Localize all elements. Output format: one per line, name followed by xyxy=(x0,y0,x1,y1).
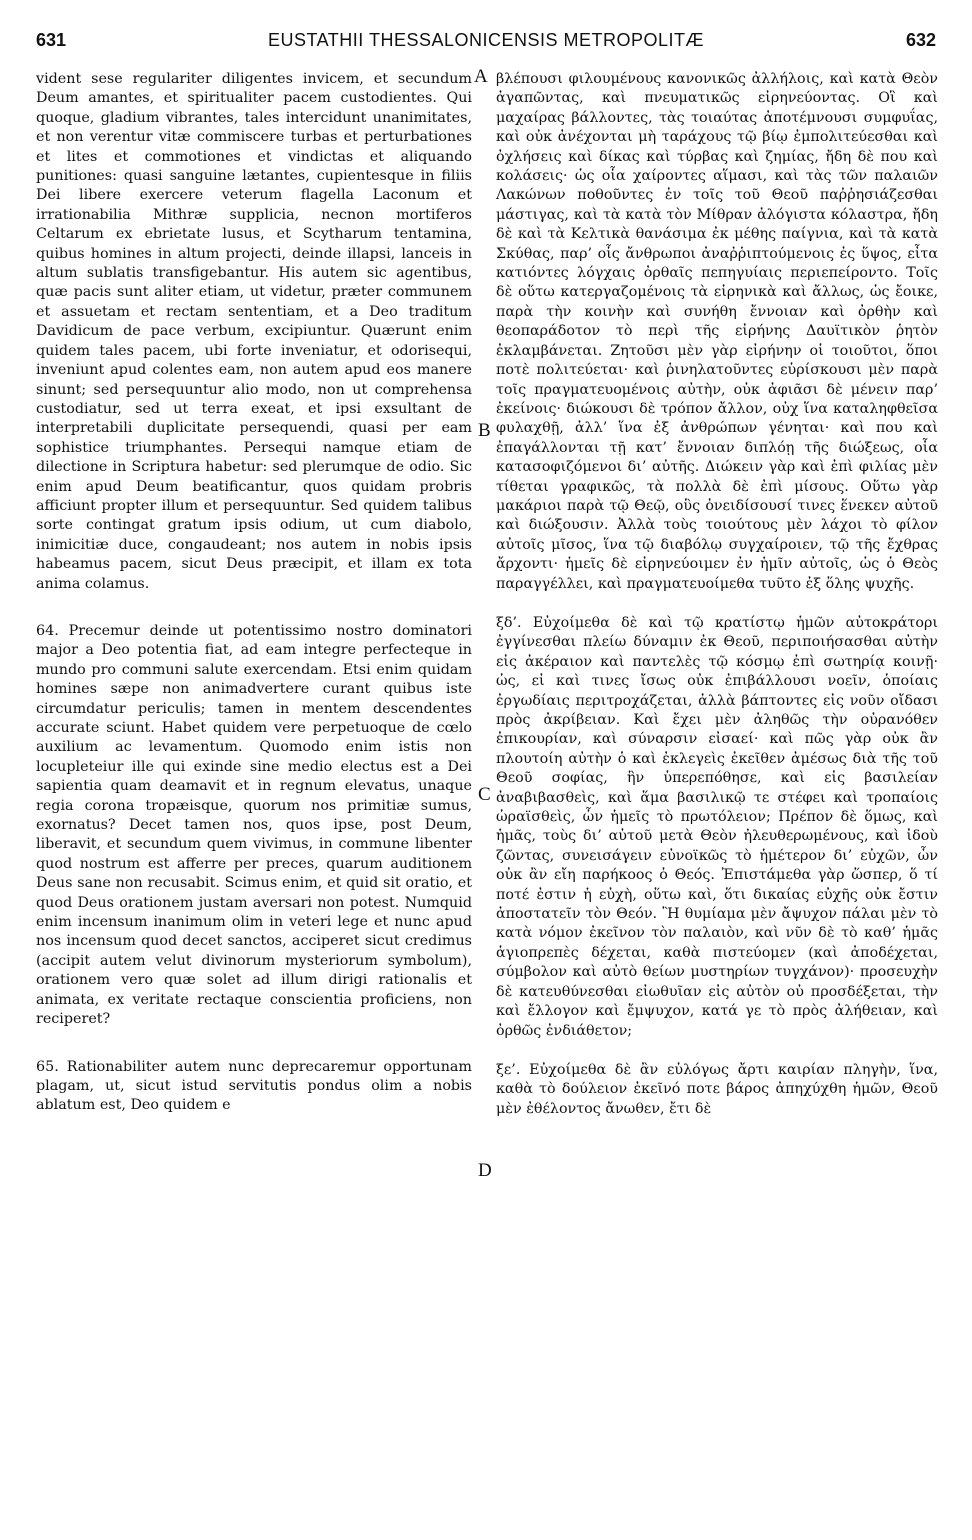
section-marker-a: A xyxy=(474,66,488,87)
greek-paragraph-65: ξε’. Εὐχοίμεθα δὲ ἂν εὐλόγως ἄρτι καιρίαν πληγὴν, ἵνα, καθὰ τὸ δούλειον ἐκεῖνό ποτε βάρος ἀπηχύχθη ἡμῶν, Θεοῦ μὲν ἐθέλοντος ἄνωθεν, ἔτι δὲ xyxy=(496,1061,938,1117)
latin-column xyxy=(36,70,472,1116)
page-number-left: 631 xyxy=(36,30,67,50)
latin-paragraph-65: 65. Rationabiliter autem nunc deprecaremur opportunam plagam, ut, sicut istud servitutis pondus olim a nobis ablatum est, Deo quidem e xyxy=(36,1058,472,1114)
greek-column xyxy=(496,70,938,1119)
section-marker-c: C xyxy=(478,784,491,805)
running-header xyxy=(36,30,936,52)
latin-paragraph-continued: vident sese regulariter diligentes invicem, et secundum Deum amantes, et spiritualiter pacem custodientes. Qui quoque, gladium vibrantes, tales intercidunt unanimitates, et non verentur vitæ commiscere turbas et perturbationes et lites et commotiones et vindictas et aliquando punitiones: quasi sanguine lætantes, cupientesque in filiis Dei libere exercere veterum flagella Laconum et irrationabilia Mithræ supplicia, necnon mortiferos Celtarum ex ebrietate lusus, et Scytharum tentamina, quibus homines in altum projecti, deinde illapsi, lanceis in altum sublatis transfigebantur. His autem sic agentibus, quæ pacis sunt aliter etiam, ut videtur, præter communem et assuetam et rectam sententiam, et a Deo traditum Davidicum de pace verbum, excipiuntur. Quærunt enim quidem tales pacem, ubi forte inveniatur, et odorisequi, inveniunt apud colentes eam, non autem apud eos manere sinunt; sed persequuntur alio modo, non ut comprehensa custodiatur, sed ut terra exeat, et ipsi exsultant de interpretabili duplicitate persequendi, quasi per eam sophistice triumphantes. Persequi namque etiam de dilectione in Scriptura habetur: sed plerumque de odio. Sic enim apud Deum beatificantur, quos quidam probris afficiunt propter illum et persequuntur. Sed quidem talibus sorte contingat gratum ipsis odium, ut cum diabolo, inimicitiæ duce, congaudeant; nos autem in nobis ipsis habeamus pacem, sicut Deus præcipit, et illam ex tota anima colamus. xyxy=(36,71,472,592)
greek-paragraph-continued: βλέπουσι φιλουμένους κανονικῶς ἀλλήλοις, καὶ κατὰ Θεὸν ἀγαπῶντας, καὶ πνευματικῶς εἰρηνεύοντας. Οἳ καὶ μαχαίρας βάλλοντες, τὰς τοιαύτας ἀποτέμνουσι συμφυΐας, καὶ οὐκ ἀνέχονται μὴ ταράχους τῷ βίῳ ἐμπολιτεύεσθαι καὶ ὀχλήσεις καὶ δίκας καὶ τύρβας καὶ ζημίας, ἤδη δὲ που καὶ κολάσεις· ὡς οἷα χαίροντες αἵμασι, καὶ τὰς τῶν παλαιῶν Λακώνων ποθοῦντες ἐν τοῖς τοῦ Θεοῦ παῤῥησιάζεσθαι μάστιγας, καὶ τὰ κατὰ τὸν Μίθραν ἀλόγιστα κόλαστρα, ἤδη δὲ καὶ τὰ Κελτικὰ θανάσιμα ἐκ μέθης παίγνια, καὶ τὰ κατὰ Σκύθας, παρ’ οἷς ἄνθρωποι ἀναῤῥιπτούμενοις ἐς ὕψος, εἶτα κατιόντες λόγχαις ὀρθαῖς πεπηγυίαις περιεπείροντο. Τοῖς δὲ οὕτω κατεργαζομένοις τὰ εἰρηνικὰ καὶ ἄλλως, ὡς ἔοικε, παρὰ τὴν κοινὴν καὶ συνήθη ἔννοιαν καὶ ὀρθὴν καὶ θεοπαράδοτον τὸ περὶ τῆς εἰρήνης Δαυϊτικὸν ῥητὸν ἐκλαμβάνεται. Ζητοῦσι μὲν γὰρ εἰρήνην οἱ τοιοῦτοι, ὅποι ποτὲ πολιτεύεται· καὶ ῥινηλατοῦντες εὑρίσκουσι μὲν παρὰ τοῖς πραγματευομένοις αὐτὴν, οὐκ ἀφιᾶσι δὲ μένειν παρ’ ἐκείνοις· διώκουσι δὲ τρόπον ἄλλον, οὐχ ἵνα καταληφθεῖσα φυλαχθῇ, ἀλλ’ ἵνα ἐξ ἀνθρώπων γένηται· καὶ που καὶ ἐπαγάλλονται τῇ κατ’ ἔννοιαν διπλόῃ τῆς διώξεως, οἷα κατασοφιζόμενοι δι’ αὐτῆς. Διώκειν γὰρ καὶ ἐπὶ φιλίας μὲν τίθεται γραφικῶς, τὰ πολλὰ δὲ ἐπὶ μίσους. Οὕτω γὰρ μακάριοι παρὰ τῷ Θεῷ, οὓς ὀνειδίσουσί τινες ἕνεκεν αὐτοῦ καὶ διώξουσιν. Ἀλλὰ τοὺς τοιούτους μὲν λάχοι τὸ φίλον αὐτοῖς μῖσος, ἵνα τῷ διαβόλῳ συγχαίροιεν, τῷ τῆς ἔχθρας ἄρχοντι· ἡμεῖς δὲ εἰρηνεύοιμεν ἐν ἡμῖν αὐτοῖς, ὡς ὁ Θεὸς παραγγέλλει, καὶ πραγματευοίμεθα τυῦτο ἐξ ὅλης ψυχῆς. xyxy=(496,71,938,592)
latin-paragraph-64: 64. Precemur deinde ut potentissimo nostro dominatori major a Deo potentia fiat, ad eam integre perfecteque in mundo pro communi salute exercendam. Etsi enim quidam homines sæpe non animadvertere curant quibus iste circumdatur periculis; tamen in mentem descendentes accurate sciunt. Habet quidem vere perpetuoque de cœlo auxilium ac levamentum. Quomodo enim istis non locupleteiur ille qui exinde sine medio electus est a Dei sapientia quam deamavit et in regnum elevatus, unaque regia corona tropæisque, quorum nos primitiæ sumus, exornatus? Decet tamen nos, quos ipse, post Deum, liberavit, et secundum quem vivimus, in commune libenter quod nostrum est afferre per preces, quarum auditionem Deus sane non recusabit. Scimus enim, et quid sit oratio, et quod Deus orationem justam aversari non potest. Numquid enim incensum inanimum olim in veteri lege et nunc apud nos incensum quod decet sanctos, acciperet sicut credimus (accipit autem velut divinorum mysteriorum symbolum), orationem vero quæ solet ad illum dirigi rationalis et animata, ex veritate rectaque conscientia proficiens, non reciperet? xyxy=(36,622,472,1028)
section-marker-b: B xyxy=(478,420,491,441)
page-number-right: 632 xyxy=(905,30,936,50)
section-marker-d: D xyxy=(478,1160,492,1181)
running-title: EUSTATHII THESSALONICENSIS METROPOLITÆ xyxy=(267,30,705,50)
greek-paragraph-64: ξδ’. Εὐχοίμεθα δὲ καὶ τῷ κρατίστῳ ἡμῶν αὐτοκράτορι ἐγγίνεσθαι πλείω δύναμιν ἐκ Θεοῦ, περιποιήσασθαι αὐτὴν εἰς ἀκέραιον καὶ παντελὲς τῷ κόσμῳ ἐπὶ σωτηρίᾳ κοινῇ· ὡς, εἰ καὶ τινες ἴσως οὐκ ἐπιβάλλουσι νοεῖν, ὁποίαις ἐργωδίαις περιτροχάζεται, ἀλλὰ βάπτοντες εἰς νοῦν οἴδασι πρὸς ἀκρίβειαν. Καὶ ἔχει μὲν ἀληθῶς τὴν οὐρανόθεν ἐπικουρίαν, καὶ σύναρσιν εἰσαεί· καὶ πῶς γὰρ οὐκ ἂν πλουτοίη αὐτὴν ὁ καὶ ἐκλεγεὶς ἐκεῖθεν ἀμέσως διὰ τῆς τοῦ Θεοῦ σοφίας, ἣν ὑπερεπόθησε, καὶ εἰς βασιλείαν ἀναβιβασθεὶς, καὶ ἅμα βασιλικῷ τε στέφει καὶ τροπαίοις ὡραϊσθεὶς, ὧν ἡμεῖς τὸ πρωτόλειον; Πρέπον δὲ ὅμως, καὶ ἡμᾶς, τοὺς δι’ αὐτοῦ μετὰ Θεὸν ἠλευθερωμένους, καὶ ἰδοὺ ζῶντας, συνεισάγειν εὐνοϊκῶς τὸ ἡμέτερον δι’ εὐχῶν, ὧν οὐκ ἂν εἴη παρήκοος ὁ Θεός. Ἐπιστάμεθα γὰρ ὥσπερ, ὅ τί ποτέ ἐστιν ἡ εὐχὴ, οὕτω καὶ, ὅτι δικαίας εὐχῆς οὐκ ἔστιν ἀποστατεῖν τὸν Θεόν. Ἢ θυμίαμα μὲν ἄψυχον πάλαι μὲν τὸ κατὰ νόμον ἐκεῖνον τὸν παλαιὸν, καὶ νῦν δὲ τὸ καθ’ ἡμᾶς ἁγιοπρεπὲς δέχεται, καθὰ πιστεύομεν (καὶ ἀποδέχεται, σύμβολον καὶ αὐτὸ θείων μυστηρίων τυγχάνον)· προσευχὴν δὲ κατευθύνεσθαι εἰωθυῖαν εἰς αὐτὸν οὐ προσδέξεται, τὴν καὶ ἔλλογον καὶ ἔμψυχον, κατά γε τὸ πρὸς ἀλήθειαν, καὶ ὀρθῶς ἐνδιάθετον; xyxy=(496,614,938,1039)
